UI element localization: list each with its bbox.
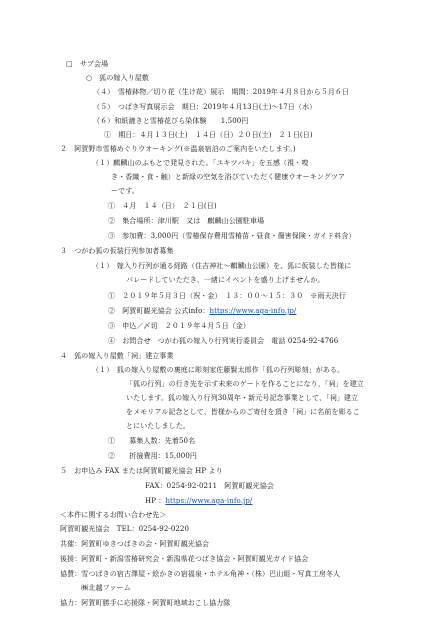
section-5-hp-label: HP ： — [145, 497, 166, 505]
section-3-desc-line-2: パレードしていただき、一緒にイベントを盛り上げませんか。 — [126, 276, 325, 284]
cooperation-line-2: ㈱北越ファーム — [60, 584, 131, 592]
section-5-fax: FAX：0254-92-0211 阿賀町観光協会 — [145, 482, 274, 490]
sub-venue-item-6: （６）和紙漉きと雪椿花びら染体験 1,500円 — [93, 117, 249, 125]
sub-venue-item-5: （５） つばき写真展示会 期日：2019年４月13日(土)～17日（水） — [93, 103, 317, 111]
section-3-desc-line-1: （１） 嫁入り行列が通る経路（住吉神社～麒麟山公園）を、狐に仮装した皆様に — [92, 262, 352, 270]
section-2-desc-line-1: （１）麒麟山のふもとで発見された。「ユキツバキ」を五感（視・嗅 — [92, 159, 309, 167]
section-5-hp — [145, 497, 252, 506]
sponsor-line: 共催：阿賀町ゆきつばきの会・阿賀町観光協会 — [60, 540, 210, 548]
cooperation-line-3: 協力：阿賀町勝手に応援隊・阿賀町地域おこし協力隊 — [60, 599, 231, 607]
section-3-list-1: ① ２０１９年５月３日（祝・金） １３：００～１５：３０ ※雨天決行 — [108, 292, 346, 300]
fox-house-heading: ○ 狐の嫁入り屋敷 — [86, 74, 150, 82]
section-4-desc-line-2: 「狐の行列」の行き先を示す未来のゲートを作ることになり、「祠」を建立 — [126, 380, 364, 388]
aga-info-link[interactable]: https://www.aga-info.jp/ — [209, 307, 297, 315]
section-3-list-2 — [108, 307, 296, 316]
section-4-desc-line-5: とにいたしました。 — [126, 422, 190, 430]
contact-header: ＜本件に関するお問い合わせ先＞ — [60, 511, 167, 519]
sub-venue-item-4: （４） 雪椿鉢物／切り花（生け花）展示 期間：2019年４月８日から５月６日 — [93, 88, 350, 96]
section-4-desc-line-1: （１） 狐の嫁入り屋敷の裏庭に彫刻家佐藤賢太郎作「狐の行列彫刻」がある。 — [92, 366, 345, 374]
section-2-desc-line-3: ーです。 — [111, 187, 139, 195]
section-3-title: ３ つがわ狐の仮装行列参加者募集 — [60, 247, 174, 255]
section-2-list-3: ③ 参加費：3,000円（雪椿保存費用雪椿苗・昼食・傷害保険・ガイド料含） — [108, 232, 356, 240]
contact-tel: 阿賀町観光協会 TEL：0254-92-0220 — [60, 525, 190, 533]
section-3-list-4: ④ お問合せ つがわ狐の嫁入り行列実行委員会 電話 0254-92-4766 — [108, 337, 339, 345]
section-2-list-1: ① ４月 １４（日） ２１日(日) — [108, 202, 217, 210]
sub-venue-heading: □ サブ会場 — [66, 60, 109, 68]
aga-info-hp-link[interactable]: https://www.aga-info.jp/ — [165, 497, 253, 505]
section-2-desc-line-2: き・香織・食・触）と新緑の空気を浴びていただく健康ウオーキングツア — [111, 173, 346, 181]
section-4-list-2: ② 折撿費用：15,000円 — [108, 452, 197, 460]
section-5-title: ５ お申込み FAX または阿賀町観光協会 HP より — [60, 467, 223, 475]
section-2-title: ２ 阿賀野市雪椿めぐりウオーキング(※温泉宿泊のご案内をいたします。) — [60, 145, 296, 153]
section-4-desc-line-4: をメモリアル記念として、皆様からのご寄付を頂き「祠」に名前を彫るこ — [126, 408, 360, 416]
support-line: 後援：阿賀町・新潟雪椿研究会・新潟県花つばき協会・阿賀町観光ガイド協会 — [60, 555, 309, 563]
section-4-desc-line-3: いたします。狐の嫁入り行列30周年・新元号記念事業として、「祠」建立 — [126, 394, 359, 402]
sub-venue-item-6-dates: ① 期日：４月１３日(土) １４日（日）２０日(土) ２１日(日) — [104, 131, 313, 139]
section-2-list-2: ② 集合場所：津川駅 又は 麒麟山公園駐車場 — [108, 217, 265, 225]
cooperation-line-1: 協賛：雪つばきの宿古澤屋・絵かきの宿福泉・ホテル角神・（株）巴山組・写真工房冬人 — [60, 570, 341, 578]
section-3-list-3: ③ 申込／〆切 ２０１９年４月５日（金） — [108, 322, 250, 330]
section-4-list-1: ① 募集人数：先着50名 — [108, 437, 196, 445]
section-3-list-2-label: ② 阿賀町観光協会 公式info： — [108, 307, 210, 315]
section-4-title: ４ 狐の嫁入り屋敷「祠」建立事業 — [60, 352, 174, 360]
